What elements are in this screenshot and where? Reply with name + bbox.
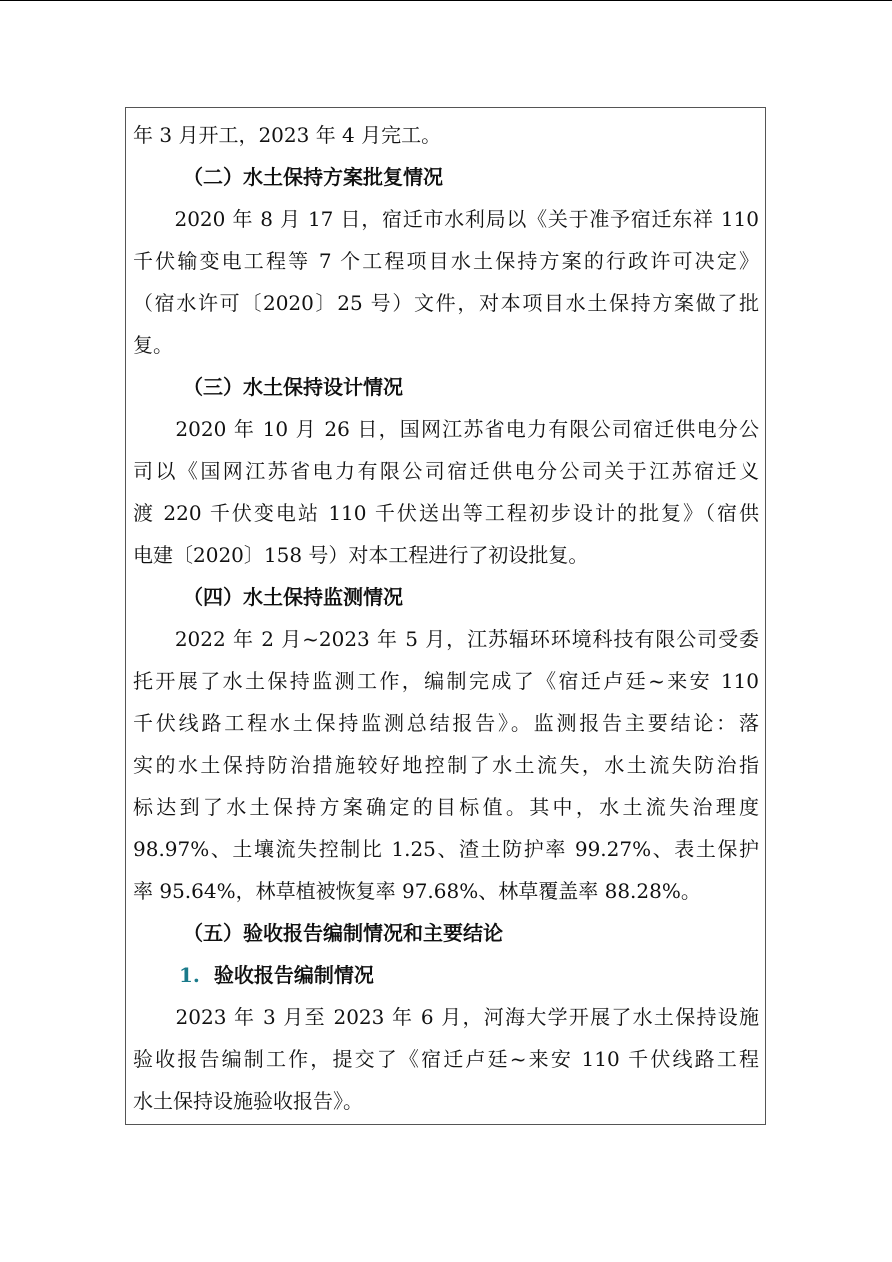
paragraph-line: 托开展了水土保持监测工作，编制完成了《宿迁卢廷~来安 110 (133, 669, 759, 693)
paragraph-line: 2020 年 8 月 17 日，宿迁市水利局以《关于准予宿迁东祥 110 (133, 207, 759, 231)
paragraph-line: 率 95.64%，林草植被恢复率 97.68%、林草覆盖率 88.28%。 (133, 879, 701, 903)
paragraph-line: 水土保持设施验收报告》。 (133, 1089, 363, 1113)
paragraph-line: 渡 220 千伏变电站 110 千伏送出等工程初步设计的批复》（宿供 (133, 501, 759, 525)
paragraph-line: 验收报告编制工作，提交了《宿迁卢廷~来安 110 千伏线路工程 (133, 1047, 759, 1071)
paragraph-line: 2022 年 2 月~2023 年 5 月，江苏辐环环境科技有限公司受委 (133, 627, 759, 651)
paragraph-line: 标达到了水土保持方案确定的目标值。其中，水土流失治理度 (133, 795, 759, 819)
page-top-border (0, 0, 892, 1)
paragraph-line: 电建〔2020〕158 号）对本工程进行了初设批复。 (133, 543, 589, 567)
paragraph-line: 司以《国网江苏省电力有限公司宿迁供电分公司关于江苏宿迁义 (133, 459, 759, 483)
document-body (133, 114, 759, 1122)
paragraph-line: 千伏线路工程水土保持监测总结报告》。监测报告主要结论：落 (133, 711, 759, 735)
section-heading: （五）验收报告编制情况和主要结论 (183, 921, 503, 945)
paragraph-line: （宿水许可〔2020〕25 号）文件，对本项目水土保持方案做了批 (133, 291, 759, 315)
paragraph-line: 年 3 月开工，2023 年 4 月完工。 (133, 123, 442, 147)
paragraph-line: 98.97%、土壤流失控制比 1.25、渣土防护率 99.27%、表土保护 (133, 837, 759, 861)
paragraph-line: 2020 年 10 月 26 日，国网江苏省电力有限公司宿迁供电分公 (133, 417, 759, 441)
paragraph-line: 千伏输变电工程等 7 个工程项目水土保持方案的行政许可决定》 (133, 249, 759, 273)
subsection-heading (133, 954, 759, 996)
paragraph-line: 实的水土保持防治措施较好地控制了水土流失，水土流失防治指 (133, 753, 759, 777)
paragraph-line: 2023 年 3 月至 2023 年 6 月，河海大学开展了水土保持设施 (133, 1005, 759, 1029)
paragraph-line: 复。 (133, 333, 173, 357)
subsection-title: 验收报告编制情况 (213, 963, 374, 987)
section-heading: （二）水土保持方案批复情况 (183, 165, 443, 189)
subsection-number: 1. (179, 963, 200, 987)
section-heading: （四）水土保持监测情况 (183, 585, 403, 609)
section-heading: （三）水土保持设计情况 (183, 375, 403, 399)
